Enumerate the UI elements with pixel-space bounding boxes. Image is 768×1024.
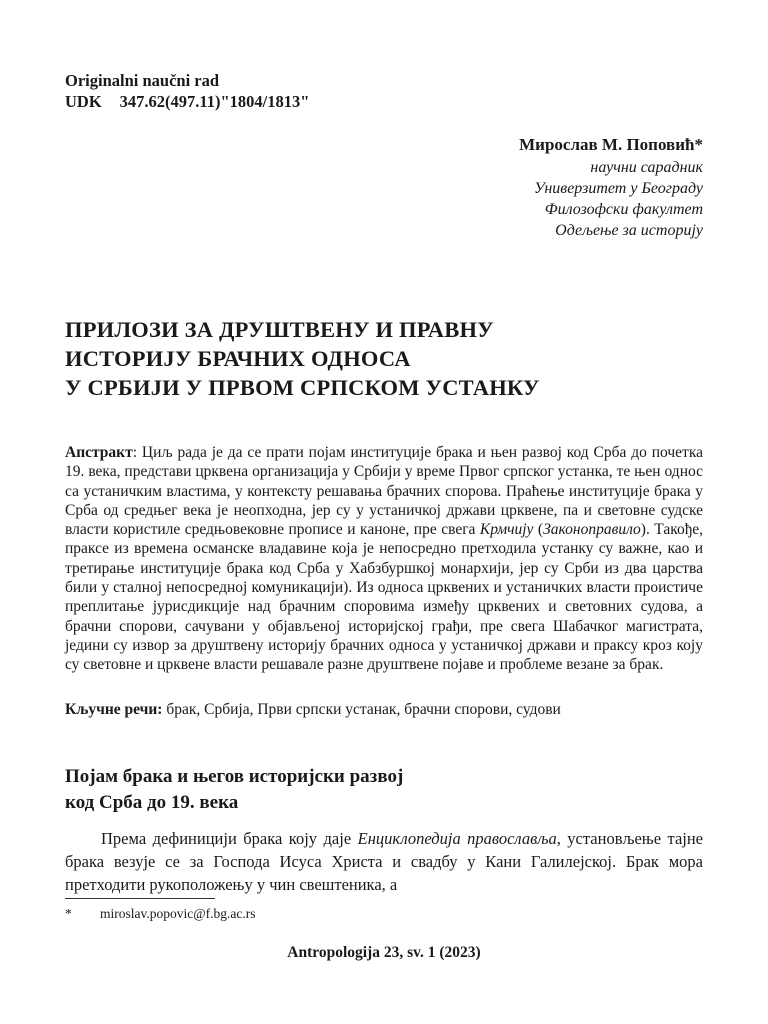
abstract-italic-term: Законоправило [543,521,641,539]
affiliation-department: Одељење за историју [555,222,703,239]
section-heading [65,764,705,816]
section-heading-line: Појам брака и његов историјски развој [65,766,404,787]
abstract-label: Апстракт [65,444,133,461]
affiliation-university: Универзитет у Београду [533,180,703,197]
abstract-text: ). Такође, праксе из времена османске владавине која је непосредно претходила устанку су важне, као и третирање институције брака код Срба у Хабзбуршкој монархији, јер су Срби из два царства били у сталној непосредној комуникацији). Из односа црквених и устаничких власти проистиче преплитање јурисдикције над брачним споровима између црквених и световних судова, а брачни спорови, сачувани у објављеној историјској грађи, пре свега Шабачког магистрата, једини су извор за друштвену историју брачних односа у устаничкој држави и праксу кроз коју су световне и црквене власти решавале разне друштвене појаве и проблеме везане за брак. [65,521,703,674]
footnote-email: miroslav.popovic@f.bg.ac.rs [100,906,256,921]
abstract-text: ( [533,521,544,539]
abstract [65,443,703,675]
paper-type: Originalni naučni rad [65,71,220,90]
affiliation-position: научни сарадник [590,159,703,176]
cited-work: Енциклопедија православља [357,829,557,848]
footnote-marker: * [65,906,72,921]
footnote [65,905,256,923]
journal-footer: Antropologija 23, sv. 1 (2023) [287,944,481,961]
body-text: , установљење тајне брака везује се за Господа Исуса Христа и свадбу у Кани Галилејској. Брак мора претходити рукоположењу у чин свештеника, а [65,829,704,894]
title-line: ПРИЛОЗИ ЗА ДРУШТВЕНУ И ПРАВНУ [65,317,494,342]
author-name: Мирослав М. Поповић* [519,135,703,154]
abstract-italic-term: Крмчију [479,521,534,539]
title-line: ИСТОРИЈУ БРАЧНИХ ОДНОСА [65,346,411,371]
footnote-divider [65,898,215,899]
article-title [65,315,705,402]
abstract-text: : Циљ рада је да се прати појам институције брака и њен развој код Срба до почетка 19. века, представи црквена организација у Србији у време Првог српског устанка, те њен однос са устаничким властима, у контексту решавања брачних спорова. Праћење институције брака у Срба од средњег века је неопходна, јер су у устаничкој држави црквене, па и световне судске власти користиле средњовековне прописе и каноне, пре свега [65,444,703,539]
keywords [65,700,705,720]
title-line: У СРБИЈИ У ПРВОМ СРПСКОМ УСТАНКУ [65,375,540,400]
udk-line [65,91,309,112]
udk-value: 347.62(497.11)"1804/1813" [119,92,310,111]
author-block [519,134,703,241]
section-heading-line: код Срба до 19. века [65,792,239,813]
affiliation-faculty: Филозофски факултет [544,201,703,218]
keywords-text: брак, Србија, Први српски устанак, брачни спорови, судови [162,701,561,718]
keywords-label: Кључне речи: [65,701,163,718]
body-paragraph [65,827,703,896]
udk-label: UDK [65,92,102,111]
article-meta [65,70,309,112]
body-text: Према дефиницији брака коју даје [101,829,358,848]
